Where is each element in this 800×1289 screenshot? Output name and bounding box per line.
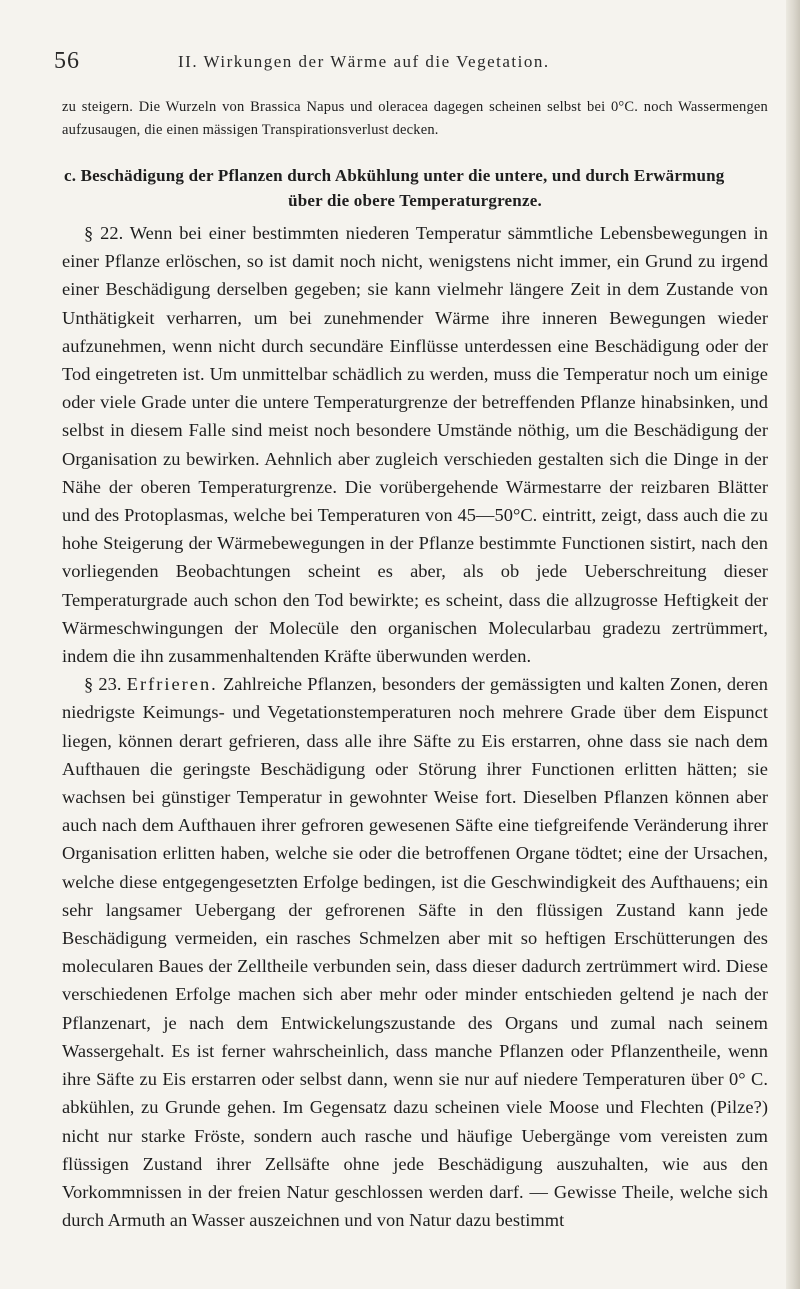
page-body — [62, 96, 768, 1234]
intro-paragraph: zu steigern. Die Wurzeln von Brassica Napus und oleracea dagegen scheinen selbst bei 0°C. noch Wassermengen aufzusaugen, die einen mässigen Transpirationsverlust decken. — [62, 99, 768, 138]
section-heading-line-1: c. Beschädigung der Pflanzen durch Abkühlung unter die untere, und durch Erwärmung — [64, 166, 725, 185]
page-number: 56 — [54, 48, 80, 74]
section-heading-line-2: über die obere Temperaturgrenze. — [288, 191, 542, 210]
running-head: II. Wirkungen der Wärme auf die Vegetation. — [178, 52, 550, 71]
paragraph-23-text: Zahlreiche Pflanzen, besonders der gemässigten und kalten Zonen, deren niedrigste Keimungs- und Vegetationstemperaturen noch mehrere Grade über dem Eispunct liegen, können derart gefrieren, dass alle ihre Säfte zu Eis erstarren, ohne dass sie nach dem Aufthauen die geringste Beschädigung oder Störung ihrer Functionen erlitten hätten; sie wachsen bei günstiger Temperatur in gewohnter Weise fort. Dieselben Pflanzen können aber auch nach dem Aufthauen ihrer gefroren gewesenen Säfte eine tiefgreifende Veränderung ihrer Organisation erlitten haben, welche sie oder die betroffenen Organe tödtet; eine der Ursachen, welche diese entgegengesetzten Erfolge bedingen, ist die Geschwindigkeit des Aufthauens; ein sehr langsamer Uebergang der gefrorenen Säfte in den flüssigen Zustand kann jede Beschädigung vermeiden, ein rasches Schmelzen aber mit so heftigen Erschütterungen des molecularen Baues der Zelltheile verbunden sein, dass dieser dadurch zertrümmert wird. Diese verschiedenen Erfolge machen sich aber mehr oder minder entschieden geltend je nach der Pflanzenart, je nach dem Entwickelungszustande des Organs und zumal nach seinem Wassergehalt. Es ist ferner wahrscheinlich, dass manche Pflanzen oder Pflanzentheile, wenn ihre Säfte zu Eis erstarren oder selbst dann, wenn sie nur auf niedere Temperaturen über 0° C. abkühlen, zu Grunde gehen. Im Gegensatz dazu scheinen viele Moose und Flechten (Pilze?) nicht nur starke Fröste, sondern auch rasche und häufige Uebergänge vom vereisten zum flüssigen Zustand ihrer Zellsäfte ohne jede Beschädigung auszuhalten, wie aus den Vorkommnissen in der freien Natur geschlossen werden darf. — Gewisse Theile, welche sich durch Armuth an Wasser auszeichnen und von Natur dazu bestimmt — [62, 674, 769, 1231]
page-header — [0, 48, 800, 78]
page-edge-shadow — [786, 0, 800, 1289]
paragraph-23-title: Erfrieren. — [126, 674, 218, 695]
paragraph-23-label: § 23. — [84, 674, 122, 695]
paragraph-22: § 22. Wenn bei einer bestimmten niederen Temperatur sämmtliche Lebensbewegungen in einer Pflanze erlöschen, so ist damit noch nicht, wenigstens nicht immer, ein Grund zu irgend einer Beschädigung derselben gegeben; sie kann vielmehr längere Zeit in dem Zustande von Unthätigkeit verharren, um bei zunehmender Wärme ihre inneren Bewegungen wieder aufzunehmen, wenn nicht durch secundäre Einflüsse unterdessen eine Beschädigung oder der Tod eingetreten ist. Um unmittelbar schädlich zu werden, muss die Temperatur noch um einige oder viele Grade unter die untere Temperaturgrenze der betreffenden Pflanze hinabsinken, und selbst in diesem Falle sind meist noch besondere Umstände nöthig, um die Beschädigung der Organisation zu bewirken. Aehnlich aber zugleich verschieden gestalten sich die Dinge in der Nähe der oberen Temperaturgrenze. Die vorübergehende Wärmestarre der reizbaren Blätter und des Protoplasmas, welche bei Temperaturen von 45—50°C. eintritt, zeigt, dass auch die zu hohe Steigerung der Wärmebewegungen in der Pflanze bestimmte Functionen sistirt, nach den vorliegenden Beobachtungen scheint es aber, als ob jede Ueberschreitung dieser Temperaturgrade auch schon den Tod bewirkte; es scheint, dass die allzugrosse Heftigkeit der Wärmeschwingungen der Molecüle den organischen Molecularbau gradezu zertrümmert, indem die ihn zusammenhaltenden Kräfte überwunden werden. — [62, 223, 768, 667]
section-heading — [62, 163, 768, 213]
paragraph-23 — [62, 670, 768, 1234]
